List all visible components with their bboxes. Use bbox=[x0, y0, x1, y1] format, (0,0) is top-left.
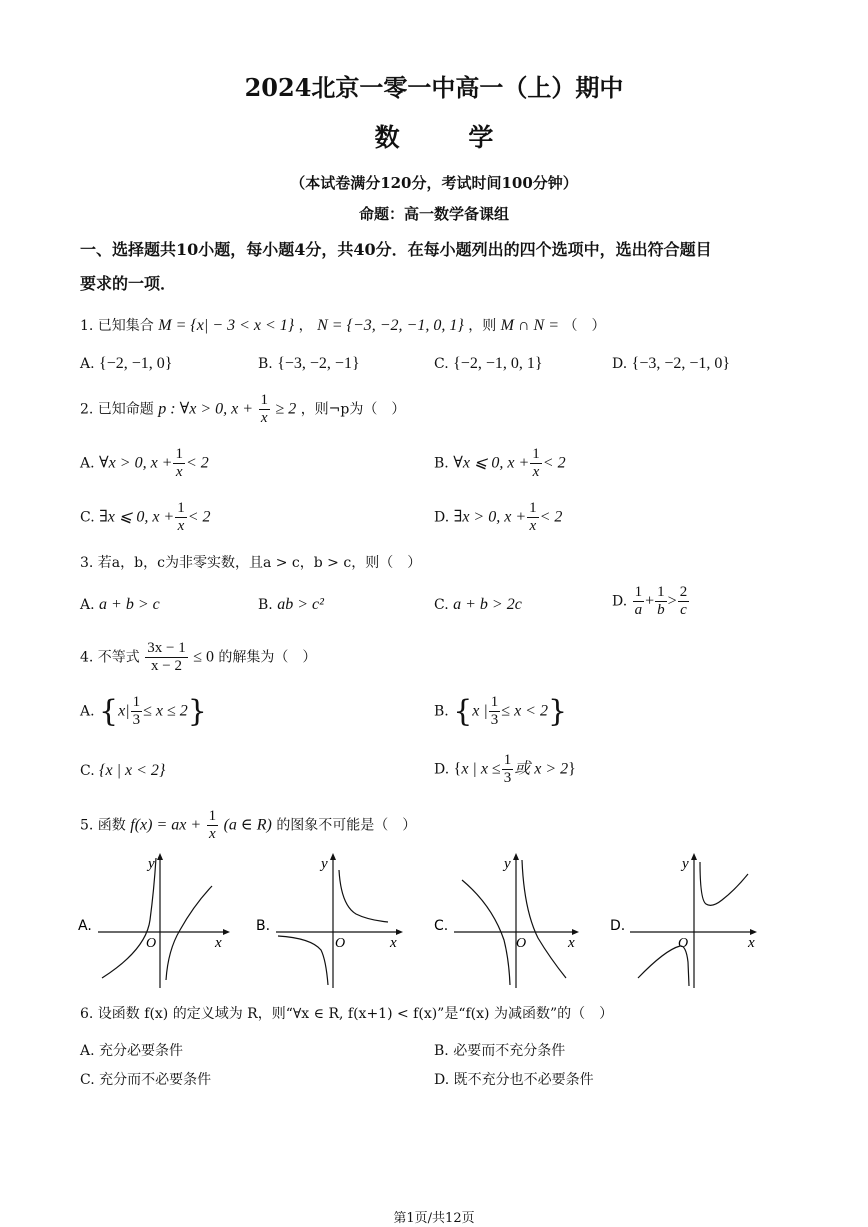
q1-sep: ， bbox=[298, 318, 313, 334]
svg-text:x: x bbox=[390, 935, 397, 951]
q1-set-n: N = {−3, −2, −1, 0, 1} bbox=[317, 317, 464, 334]
question-1 bbox=[80, 315, 605, 335]
graph-d-right-branch bbox=[700, 862, 748, 905]
q2-stmt-b: ≥ 2 bbox=[275, 400, 297, 418]
q3-option-d: D. $\frac{1}{a}$ + $\frac{1}{b}$ > $\frac{2}{c}$ bbox=[612, 584, 688, 618]
q1-blank: （ ） bbox=[563, 318, 606, 334]
question-2 bbox=[80, 392, 405, 427]
question-4: 4. 不等式 $\frac{3x - 1}{x - 2}$ ≤ 0 的解集为（ ） bbox=[80, 640, 317, 674]
exam-author: 命题：高一数学备课组 bbox=[358, 205, 509, 223]
graph-a-label: A. bbox=[78, 918, 92, 934]
svg-text:O: O bbox=[516, 936, 527, 951]
q6-option-c: C. 充分而不必要条件 bbox=[80, 1072, 212, 1088]
page-footer: 第1页/共12页 bbox=[393, 1211, 475, 1226]
q2-stmt-a: p : ∀x > 0, x + bbox=[158, 400, 254, 418]
svg-text:O: O bbox=[678, 936, 689, 951]
q1-prefix: 1. 已知集合 bbox=[80, 318, 154, 334]
graph-a-right-branch bbox=[166, 886, 212, 980]
q3-option-c: C. a + b > 2c bbox=[434, 596, 522, 613]
question-5: 5. 函数 f(x) = ax + $\frac{1}{x}$ (a ∈ R) 的图象不可能是（ ） bbox=[80, 808, 417, 842]
q6-option-d: D. 既不充分也不必要条件 bbox=[434, 1072, 594, 1088]
q1-suffix: ，则 bbox=[468, 318, 497, 334]
q2-prefix: 2. 已知命题 bbox=[80, 401, 154, 418]
q1-option-d: D. {−3, −2, −1, 0} bbox=[612, 355, 731, 372]
q1-expr: M ∩ N = bbox=[500, 317, 560, 334]
q4-option-c: C. {x | x < 2} bbox=[80, 762, 166, 779]
question-3: 3. 若a，b，c为非零实数，且a > c，b > c，则（ ） bbox=[80, 555, 422, 571]
q4-option-d: D. {x | x ≤ $\frac{1}{3}$ 或 x > 2} bbox=[434, 752, 576, 786]
section-heading-line1: 一、选择题共10小题，每小题4分，共40分．在每小题列出的四个选项中，选出符合题目 bbox=[80, 240, 712, 259]
q2-option-c: C. ∃x ⩽ 0, x + $\frac{1}{x}$ < 2 bbox=[80, 500, 211, 534]
q2-option-a: A. ∀x > 0, x + $\frac{1}{x}$ < 2 bbox=[80, 446, 209, 480]
exam-title: 2024北京一零一中高一（上）期中 bbox=[244, 73, 624, 102]
q3-option-b: B. ab > c² bbox=[258, 596, 324, 613]
svg-text:O: O bbox=[146, 936, 157, 951]
svg-text:D.: D. bbox=[610, 918, 626, 934]
svg-text:O: O bbox=[335, 936, 346, 951]
q4-fraction: $\frac{3x - 1}{x - 2}$ bbox=[147, 640, 186, 674]
q5-graph-d bbox=[610, 850, 770, 990]
graph-a-left-branch bbox=[102, 858, 156, 978]
q2-option-d: D. ∃x > 0, x + $\frac{1}{x}$ < 2 bbox=[434, 500, 563, 534]
q4-option-a: A. {x| $\frac{1}{3}$ ≤ x ≤ 2} bbox=[80, 694, 207, 729]
q2-suffix: ，则¬p为（ ） bbox=[300, 401, 406, 418]
q1-option-b: B. {−3, −2, −1} bbox=[258, 355, 360, 372]
svg-text:x: x bbox=[748, 935, 755, 951]
svg-text:y: y bbox=[682, 856, 689, 872]
svg-text:x: x bbox=[215, 935, 222, 951]
q5-graph-b bbox=[256, 850, 416, 990]
svg-text:x: x bbox=[568, 935, 575, 951]
graph-d-left-branch bbox=[638, 946, 689, 986]
q1-option-a: A. {−2, −1, 0} bbox=[80, 355, 173, 372]
q3-option-a: A. a + b > c bbox=[80, 596, 160, 613]
q5-graph-c bbox=[434, 850, 594, 990]
svg-text:y: y bbox=[148, 856, 155, 872]
svg-text:y: y bbox=[504, 856, 511, 872]
q2-option-b: B. ∀x ⩽ 0, x + $\frac{1}{x}$ < 2 bbox=[434, 446, 566, 480]
q2-fraction: $\frac{1}{x}$ bbox=[260, 392, 268, 426]
svg-text:y: y bbox=[321, 856, 328, 872]
exam-note: （本试卷满分120分，考试时间100分钟） bbox=[290, 174, 578, 192]
q6-option-b: B. 必要而不充分条件 bbox=[434, 1043, 566, 1059]
question-6: 6. 设函数 f(x) 的定义域为 R，则“∀x ∈ R, f(x+1) < f(x)”是“f(x) 为减函数”的（ ） bbox=[80, 1006, 614, 1022]
svg-text:C.: C. bbox=[434, 918, 449, 934]
graph-b-right-branch bbox=[339, 870, 388, 922]
graph-b-left-branch bbox=[278, 936, 328, 985]
section-heading-line2: 要求的一项． bbox=[80, 274, 177, 293]
q1-option-c: C. {−2, −1, 0, 1} bbox=[434, 355, 543, 372]
q6-option-a: A. 充分必要条件 bbox=[80, 1043, 184, 1059]
graph-c-right-branch bbox=[522, 860, 566, 978]
subject-title: 数 学 bbox=[374, 123, 524, 152]
q4-option-b: B. {x | $\frac{1}{3}$ ≤ x < 2} bbox=[434, 694, 568, 729]
svg-text:B.: B. bbox=[256, 918, 271, 934]
q1-set-m: M = {x| − 3 < x < 1} bbox=[158, 317, 295, 334]
q5-graph-a bbox=[78, 850, 238, 990]
